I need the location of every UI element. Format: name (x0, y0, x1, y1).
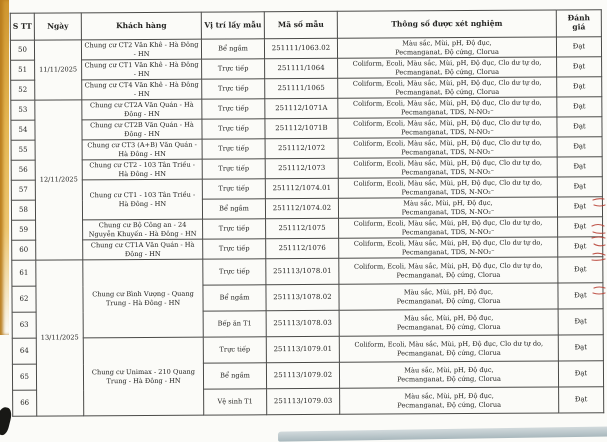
sample-code-cell: 251112/1074.01 (265, 178, 338, 198)
date-cell: 13/11/2025 (36, 260, 84, 416)
evaluation-cell: Đạt (558, 283, 603, 309)
evaluation-cell: Đạt (557, 77, 602, 97)
water-test-results-table (10, 9, 604, 417)
header-stt: S TT (10, 13, 34, 40)
sample-code-cell: 251111/1063.02 (264, 38, 337, 58)
row-number-cell: 64 (12, 338, 36, 364)
sample-code-cell: 251113/1078.02 (266, 284, 339, 310)
row-number-cell: 55 (11, 140, 35, 160)
sample-location-cell: Trực tiếp (202, 179, 265, 199)
row-number-cell: 66 (13, 390, 37, 416)
sample-code-cell: 251112/1074.02 (265, 198, 338, 218)
row-number-cell: 50 (10, 40, 34, 60)
customer-cell: Chung cư CT1 - 103 Tân Triều - Hà Đông - HN (82, 179, 202, 220)
sample-code-cell: 251113/1079.01 (266, 336, 339, 362)
date-cell: 12/11/2025 (35, 100, 83, 260)
evaluation-cell: Đạt (557, 57, 602, 77)
scan-edge-strip (0, 0, 9, 335)
sample-code-cell: 251111/1064 (265, 58, 338, 78)
customer-cell: Chung cư CT4 Văn Khê - Hà Đông - HN (82, 79, 202, 100)
row-number-cell: 61 (12, 260, 36, 286)
sample-location-cell: Bể ngầm (203, 285, 266, 311)
sample-location-cell: Trực tiếp (202, 139, 265, 159)
parameters-cell: Coliform, Ecoli, Màu sắc, Mùi, pH, Độ đục, Clo dư tự do, Pecmanganat, Độ cứng, Clorua (338, 57, 557, 78)
parameters-cell: Màu sắc, Mùi, pH, Độ đục, Pecmanganat, TDS, N-NO₂⁻ (338, 197, 557, 218)
sample-location-cell: Trực tiếp (202, 159, 265, 179)
sample-location-cell: Trực tiếp (202, 119, 265, 139)
sample-location-cell: Trực tiếp (203, 239, 266, 259)
row-number-cell: 53 (11, 100, 35, 120)
sample-code-cell: 251113/1079.02 (266, 362, 339, 388)
row-number-cell: 60 (12, 240, 36, 260)
sample-location-cell: Bể ngầm (202, 199, 265, 219)
customer-cell: Chung cư CT1 Văn Khê - Hà Đông - HN (82, 59, 202, 80)
parameters-cell: Coliform, Ecoli, Màu sắc, Mùi, pH, Độ đục, Clo dư tự do, Pecmanganat, Độ cứng, Clorua (338, 77, 557, 98)
row-number-cell: 63 (12, 312, 36, 338)
customer-cell: Chung cư Bình Vượng - Quang Trung - Hà Đông - HN (83, 259, 203, 338)
header-date: Ngày (34, 13, 81, 40)
evaluation-cell: Đạt (557, 117, 602, 137)
sample-code-cell: 251112/1075 (266, 218, 339, 238)
sample-code-cell: 251113/1078.03 (266, 310, 339, 336)
evaluation-cell: Đạt (557, 97, 602, 117)
parameters-cell: Coliform, Ecoli, Màu sắc, Mùi, pH, Độ đục, Clo dư tự do, Pecmanganat, TDS, N-NO₂⁻ (339, 237, 558, 258)
parameters-cell: Coliform, Ecoli, Màu sắc, Mùi, pH, Độ đục, Clo dư tự do, Pecmanganat, TDS, N-NO₂⁻ (338, 97, 557, 118)
header-parameters: Thông số được xét nghiệm (337, 10, 556, 38)
row-number-cell: 62 (12, 286, 36, 312)
row-number-cell: 56 (11, 160, 35, 180)
row-number-cell: 51 (11, 60, 35, 80)
sample-location-cell: Vệ sinh T1 (204, 389, 267, 415)
row-number-cell: 58 (11, 200, 35, 220)
parameters-cell: Màu sắc, Mùi, pH, Độ đục, Pecmanganat, Độ cứng, Clorua (339, 309, 558, 336)
row-number-cell: 59 (12, 220, 36, 240)
customer-cell: Chung cư Bộ Công an - 24 Nguyễn Khuyến - Hà Đông - HN (83, 219, 203, 240)
parameters-cell: Coliform, Ecoli, Màu sắc, Mùi, pH, Độ đục, Clo dư tự do, Pecmanganat, Độ cứng, Clorua (339, 335, 558, 362)
sample-location-cell: Trực tiếp (203, 219, 266, 239)
customer-cell: Chung cư CT2A Văn Quán - Hà Đông - HN (82, 99, 202, 120)
customer-cell: Chung cư CT3 (A+B) Văn Quán - Hà Đông - HN (82, 139, 202, 160)
evaluation-cell: Đạt (558, 361, 603, 387)
sample-location-cell: Bể ngầm (201, 39, 264, 59)
table-row (12, 257, 603, 287)
sample-location-cell: Trực tiếp (202, 79, 265, 99)
sample-code-cell: 251112/1071A (265, 98, 338, 118)
header-evaluation: Đánh giá (556, 10, 601, 37)
customer-cell: Chung cư CT2 Văn Khê - Hà Đông - HN (81, 39, 201, 60)
header-row (10, 10, 601, 41)
evaluation-cell: Đạt (557, 157, 602, 177)
row-number-cell: 52 (11, 80, 35, 100)
sample-location-cell: Trực tiếp (203, 337, 266, 363)
date-cell: 11/11/2025 (34, 40, 81, 100)
sample-code-cell: 251112/1073 (265, 158, 338, 178)
evaluation-cell: Đạt (558, 217, 603, 237)
handwritten-margin-note (590, 196, 607, 306)
row-number-cell: 54 (11, 120, 35, 140)
evaluation-cell: Đạt (559, 387, 604, 413)
parameters-cell: Coliform, Ecoli, Màu sắc, Mùi, pH, Độ đục, Clo dư tự do, Pecmanganat, TDS, N-NO₂⁻ (338, 177, 557, 198)
sample-code-cell: 251112/1071B (265, 118, 338, 138)
row-number-cell: 57 (11, 180, 35, 200)
evaluation-cell: Đạt (557, 177, 602, 197)
parameters-cell: Coliform, Ecoli, Màu sắc, Mùi, pH, Độ đục, Clo dư tự do, Pecmanganat, TDS, N-NO₂⁻ (338, 137, 557, 158)
header-sample-code: Mã số mẫu (264, 11, 337, 38)
header-location: Vị trí lấy mẫu (201, 12, 264, 39)
evaluation-cell: Đạt (557, 137, 602, 157)
scan-corner-mark (0, 406, 13, 437)
customer-cell: Chung cư CT2B Văn Quán - Hà Đông - HN (82, 119, 202, 140)
parameters-cell: Màu sắc, Mùi, pH, Độ đục, Pecmanganat, Độ cứng, Clorua (339, 361, 558, 388)
parameters-cell: Coliform, Ecoli, Màu sắc, Mùi, pH, Độ đục, Clo dư tự do, Pecmanganat, TDS, N-NO₂⁻ (338, 157, 557, 178)
parameters-cell: Màu sắc, Mùi, pH, Độ đục, Pecmanganat, Độ cứng, Clorua (340, 387, 559, 414)
sample-code-cell: 251112/1072 (265, 138, 338, 158)
evaluation-cell: Đạt (558, 309, 603, 335)
sample-code-cell: 251113/1078.01 (266, 258, 339, 284)
scan-bottom-edge (278, 426, 607, 441)
parameters-cell: Coliform, Ecoli, Màu sắc, Mùi, pH, Độ đục, Clo dư tự do, Pecmanganat, TDS, N-NO₂⁻ (338, 117, 557, 138)
evaluation-cell: Đạt (557, 197, 602, 217)
sample-code-cell: 251112/1076 (266, 238, 339, 258)
sample-location-cell: Bếp ăn T1 (203, 311, 266, 337)
customer-cell: Chung cư CT1A Văn Quán - Hà Đông - HN (83, 239, 203, 260)
row-number-cell: 65 (12, 364, 36, 390)
sample-code-cell: 251113/1079.03 (267, 388, 340, 414)
parameters-cell: Màu sắc, Mùi, pH, Độ đục, Pecmanganat, Độ cứng, Clorua (339, 283, 558, 310)
parameters-cell: Coliform, Ecoli, Màu sắc, Mùi, pH, Độ đục, Clo dư tự do, Pecmanganat, TDS, N-NO₂⁻ (339, 217, 558, 238)
sample-location-cell: Bể ngầm (203, 363, 266, 389)
header-customer: Khách hàng (81, 12, 201, 40)
evaluation-cell: Đạt (558, 335, 603, 361)
sample-location-cell: Trực tiếp (202, 99, 265, 119)
customer-cell: Chung cư CT2 - 103 Tân Triều - Hà Đông - HN (82, 159, 202, 180)
document-sheet (10, 9, 604, 417)
parameters-cell: Màu sắc, Mùi, pH, Độ đục, Pecmanganat, Độ cứng, Clorua (337, 37, 556, 58)
sample-location-cell: Trực tiếp (202, 59, 265, 79)
parameters-cell: Coliform, Ecoli, Màu sắc, Mùi, pH, Độ đục, Clo dư tự do, Pecmanganat, Độ cứng, Clorua (339, 257, 558, 284)
sample-code-cell: 251111/1065 (265, 78, 338, 98)
evaluation-cell: Đạt (558, 257, 603, 283)
sample-location-cell: Trực tiếp (203, 259, 266, 285)
evaluation-cell: Đạt (558, 237, 603, 257)
customer-cell: Chung cư Unimax - 210 Quang Trung - Hà Đông - HN (83, 337, 203, 416)
evaluation-cell: Đạt (556, 37, 601, 57)
table-row (12, 335, 603, 365)
